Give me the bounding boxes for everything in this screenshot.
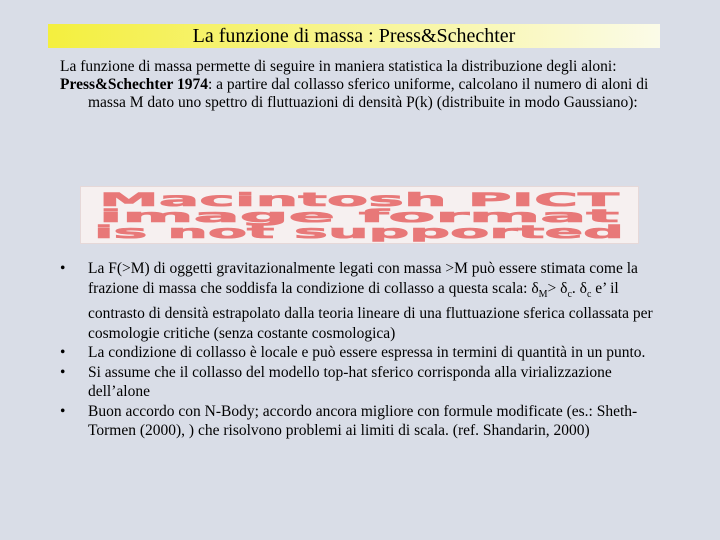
sub-c-2: c (586, 288, 592, 300)
bullet-1-text-a: La F(>M) di oggetti gravitazionalmente legati con massa >M può essere stimata come la frazione di massa che soddisfa la condizione di collasso a questa scala: δ (88, 260, 638, 297)
bullet-item-3 (60, 363, 670, 402)
bullet-1-text-b: > δ (547, 279, 568, 297)
citation-bold: Press&Schechter 1974 (60, 76, 208, 93)
bullet-3-text: Si assume che il collasso del modello top-hat sferico corrisponda alla virializzazione dell’alone (88, 363, 612, 401)
bullet-marker: • (60, 344, 66, 362)
bullet-list (60, 259, 670, 441)
sub-c-1: c (567, 288, 572, 300)
title-bar (48, 24, 660, 48)
bullet-1-text-d: e’ il contrasto di densità estrapolato dalla teoria lineare di una fluttuazione sferica collassata per cosmologie critiche (senza costante cosmologica) (88, 279, 653, 342)
bullet-marker: • (60, 363, 66, 381)
pict-placeholder-graphic (81, 187, 638, 243)
bullet-1-text-c: . δ (571, 279, 587, 297)
bullet-2-text: La condizione di collasso è locale e può essere espressa in termini di quantità in un punto. (88, 344, 646, 362)
bullet-4-text: Buon accordo con N-Body; accordo ancora migliore con formule modificate (es.: Sheth-Tormen (2000), ) che risolvono problemi ai limiti di scala. (ref. Shandarin, 2000) (88, 402, 638, 440)
pict-line-3: is not supported (94, 222, 624, 243)
bullet-item-2 (60, 343, 670, 363)
intro-paragraph-2 (60, 76, 660, 112)
intro-paragraph-1: La funzione di massa permette di seguire in maniera statistica la distribuzione degli aloni: (60, 58, 617, 75)
bullet-marker: • (60, 402, 66, 420)
intro-paragraph-2-rest: : a partire dal collasso sferico uniforme, calcolano il numero di aloni di massa M dato uno spettro di fluttuazioni di densità P(k) (distribuite in modo Gaussiano): (88, 76, 649, 111)
bullet-marker: • (60, 260, 66, 277)
pict-line-2: image format (99, 206, 621, 227)
slide-title: La funzione di massa : Press&Schechter (192, 24, 516, 47)
pict-line-1: Macintosh PICT (99, 189, 620, 211)
sub-m: M (538, 288, 548, 300)
unsupported-image-placeholder (80, 186, 639, 244)
intro-text (60, 58, 660, 112)
bullet-item-4 (60, 402, 670, 441)
bullet-item-1 (60, 259, 670, 343)
